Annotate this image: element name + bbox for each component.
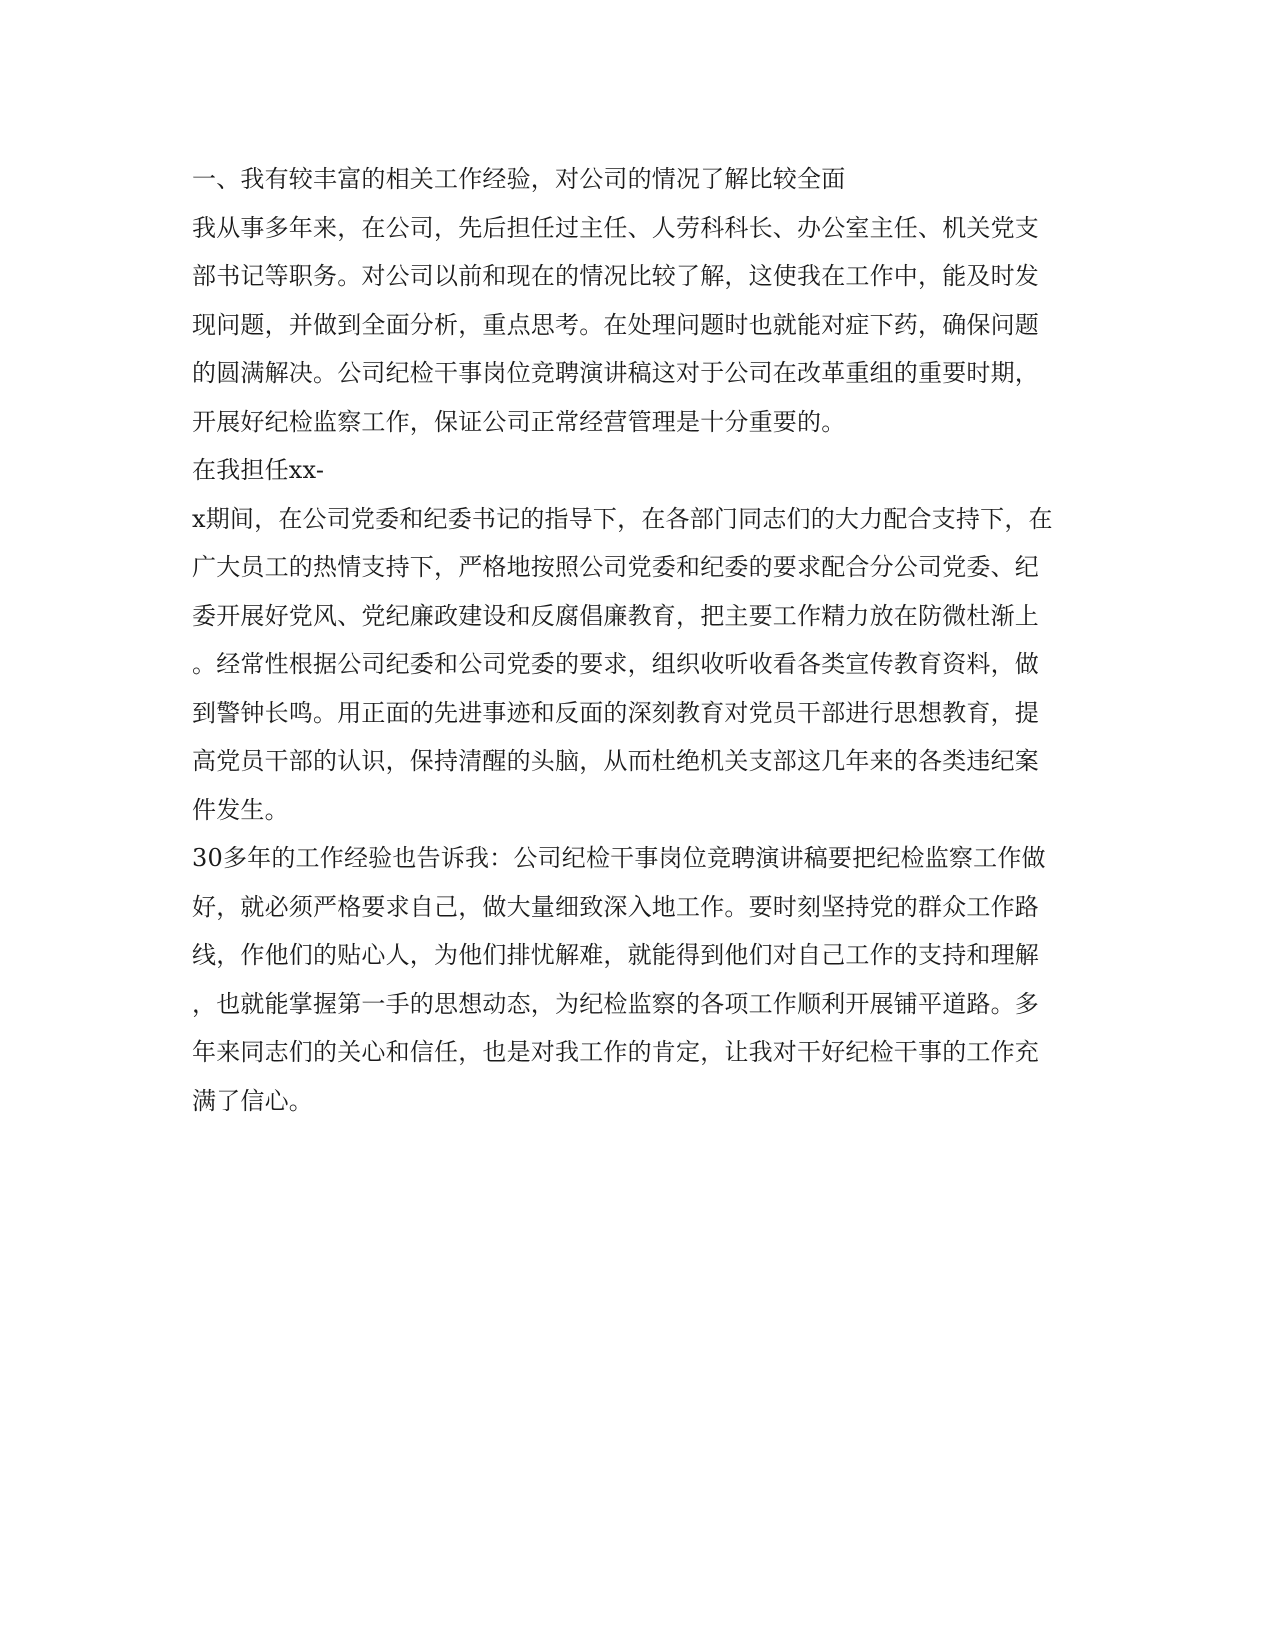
text-line: 现问题，并做到全面分析，重点思考。在处理问题时也就能对症下药，确保问题 [192, 310, 1039, 339]
text-line: 30多年的工作经验也告诉我：公司纪检干事岗位竞聘演讲稿要把纪检监察工作做 [192, 844, 1046, 872]
text-line: x期间，在公司党委和纪委书记的指导下，在各部门同志们的大力配合支持下，在 [192, 504, 1053, 533]
text-line: 广大员工的热情支持下，严格地按照公司党委和纪委的要求配合分公司党委、纪 [192, 553, 1039, 581]
text-line: 我从事多年来，在公司，先后担任过主任、人劳科科长、办公室主任、机关党支 [192, 213, 1039, 242]
text-line: 满了信心。 [192, 1086, 313, 1115]
text-line: 线，作他们的贴心人，为他们排忧解难，就能得到他们对自己工作的支持和理解 [192, 941, 1039, 969]
text-line: 在我担任xx- [192, 456, 325, 484]
text-line: 件发生。 [192, 795, 289, 824]
text-line: 开展好纪检监察工作，保证公司正常经营管理是十分重要的。 [192, 407, 846, 436]
text-line: 部书记等职务。对公司以前和现在的情况比较了解，这使我在工作中，能及时发 [192, 262, 1039, 290]
text-line: 的圆满解决。公司纪检干事岗位竞聘演讲稿这对于公司在改革重组的重要时期， [192, 359, 1039, 387]
text-line: ，也就能掌握第一手的思想动态，为纪检监察的各项工作顺利开展铺平道路。多 [192, 989, 1039, 1018]
section-heading: 一、我有较丰富的相关工作经验，对公司的情况了解比较全面 [192, 165, 846, 193]
text-line: 委开展好党风、党纪廉政建设和反腐倡廉教育，把主要工作精力放在防微杜渐上 [192, 601, 1039, 630]
text-line: 高党员干部的认识，保持清醒的头脑，从而杜绝机关支部这几年来的各类违纪案 [192, 747, 1039, 775]
text-line: 到警钟长鸣。用正面的先进事迹和反面的深刻教育对党员干部进行思想教育，提 [192, 698, 1039, 727]
text-line: 。经常性根据公司纪委和公司党委的要求，组织收听收看各类宣传教育资料，做 [192, 650, 1039, 678]
text-line: 好，就必须严格要求自己，做大量细致深入地工作。要时刻坚持党的群众工作路 [192, 892, 1039, 921]
document-body [192, 155, 1072, 1125]
text-line: 年来同志们的关心和信任，也是对我工作的肯定，让我对干好纪检干事的工作充 [192, 1038, 1039, 1066]
